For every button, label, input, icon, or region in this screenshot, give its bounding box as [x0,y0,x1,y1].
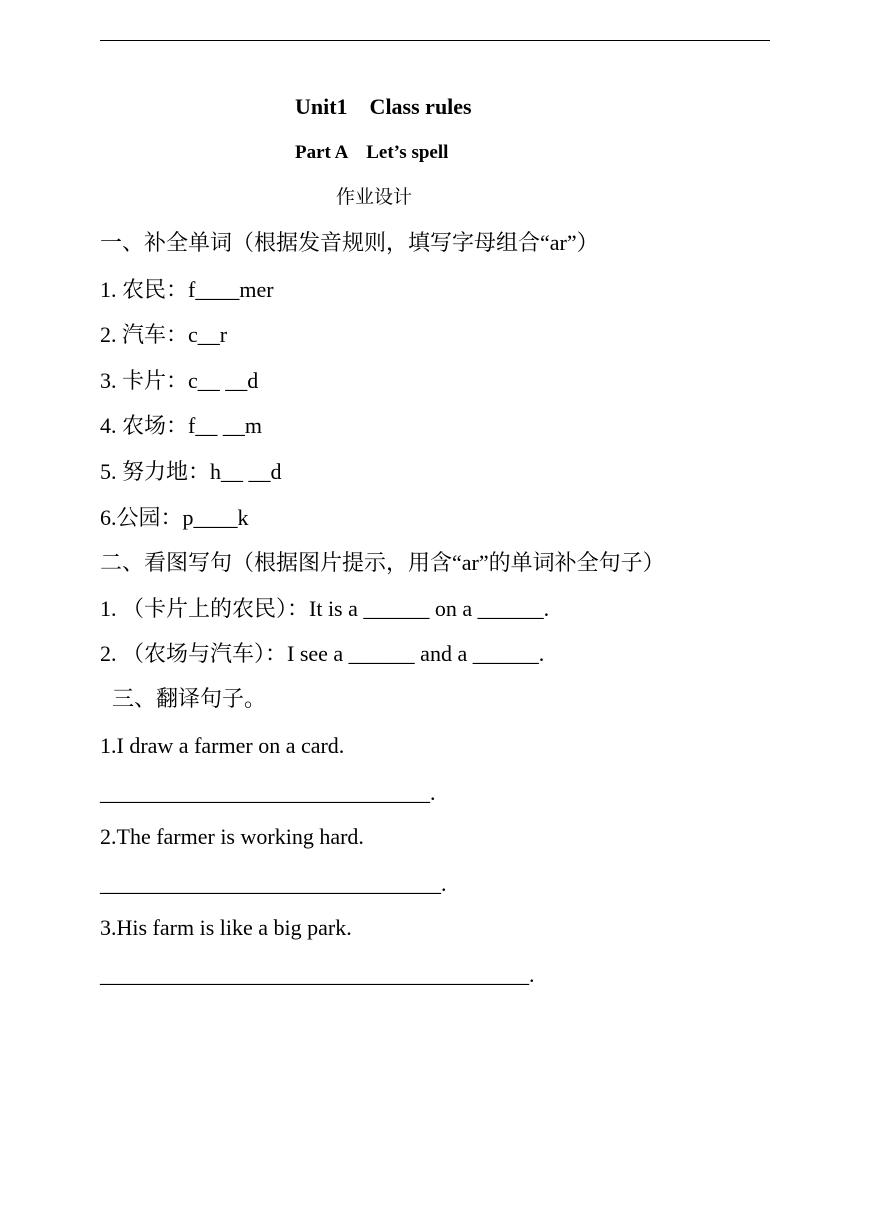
section2-heading: 二、看图写句（根据图片提示，用含“ar”的单词补全句子） [100,550,665,575]
header-rule [100,40,770,41]
section1-heading: 一、补全单词（根据发音规则，填写字母组合“ar”） [100,230,599,255]
page-subtitle: Part A Let’s spell [295,142,449,163]
translate-sentence: 2.The farmer is working hard. [100,824,364,849]
answer-line: ______________________________. [100,780,436,805]
picture-sentence-item: 1. （卡片上的农民）：It is a ______ on a ______. [100,596,550,621]
page-title: Unit1 Class rules [295,94,472,119]
fill-word-item: 4. 农场：f__ __m [100,413,262,438]
fill-word-item: 1. 农民：f____mer [100,277,274,302]
translate-sentence: 3.His farm is like a big park. [100,915,352,940]
picture-sentence-item: 2. （农场与汽车）：I see a ______ and a ______. [100,641,545,666]
answer-line: _______________________________________. [100,962,535,987]
fill-word-item: 5. 努力地：h__ __d [100,459,282,484]
fill-word-item: 2. 汽车：c__r [100,322,228,347]
translate-sentence: 1.I draw a farmer on a card. [100,733,345,758]
fill-word-item: 6.公园：p____k [100,505,249,530]
fill-word-item: 3. 卡片：c__ __d [100,368,259,393]
assignment-caption: 作业设计 [336,187,413,208]
section3-heading: 三、翻译句子。 [112,686,267,711]
answer-line: _______________________________. [100,871,447,896]
